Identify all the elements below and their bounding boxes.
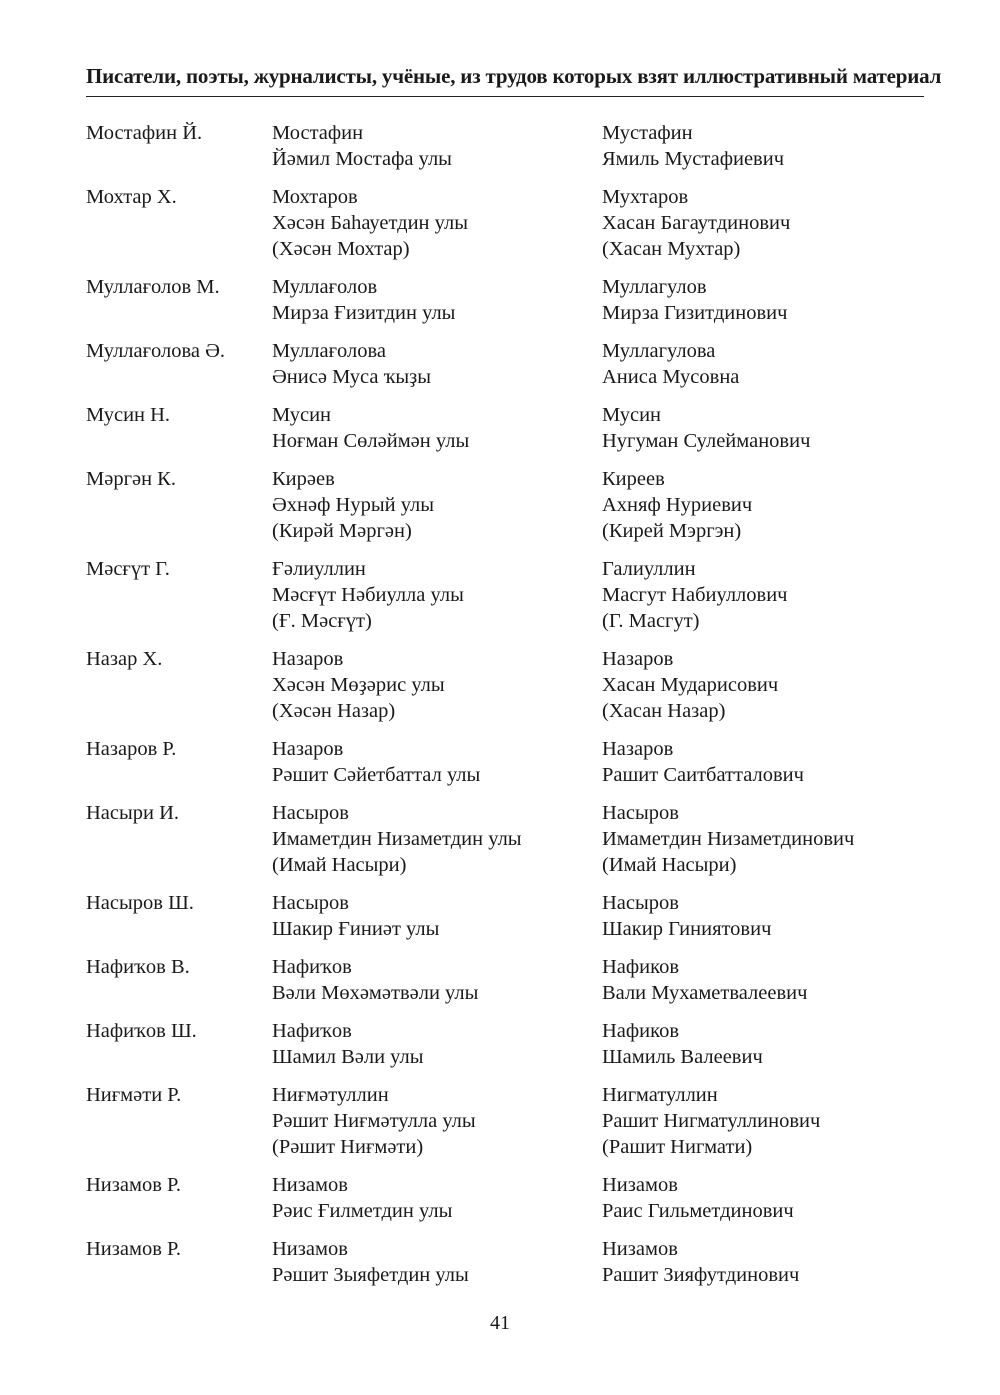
- russian-name-line: Насыров: [602, 892, 679, 914]
- bashkir-name-line: Шамил Вәли улы: [272, 1046, 424, 1068]
- author-entry: [0, 1082, 1000, 1160]
- short-name: Насыри И.: [86, 802, 180, 824]
- bashkir-name-line: (Хәсән Назар): [272, 700, 396, 722]
- russian-full-name: [602, 1172, 932, 1224]
- page-number: 41: [490, 1312, 510, 1334]
- bashkir-full-name: [272, 1236, 592, 1288]
- russian-full-name: [602, 466, 932, 544]
- russian-name-line: Ахняф Нуриевич: [602, 494, 753, 516]
- bashkir-full-name: [272, 736, 592, 788]
- short-name: Мусин Н.: [86, 404, 171, 426]
- russian-name-line: Мусин: [602, 404, 662, 426]
- russian-name-line: Аниса Мусовна: [602, 366, 740, 388]
- bashkir-full-name: [272, 646, 592, 724]
- russian-name-line: Муллагулова: [602, 340, 716, 362]
- short-name: Насыров Ш.: [86, 892, 194, 914]
- bashkir-name-line: (Кирәй Мәргән): [272, 520, 412, 542]
- bashkir-full-name: [272, 120, 592, 172]
- russian-name-line: Рашит Нигматуллинович: [602, 1110, 821, 1132]
- russian-name-line: Рашит Саитбатталович: [602, 764, 804, 786]
- russian-full-name: [602, 1236, 932, 1288]
- bashkir-name-line: Шакир Ғиниәт улы: [272, 918, 440, 940]
- bashkir-full-name: [272, 274, 592, 326]
- bashkir-name-line: (Имай Насыри): [272, 854, 407, 876]
- bashkir-name-line: Йәмил Мостафа улы: [272, 148, 452, 170]
- bashkir-name-line: (Ғ. Мәсғүт): [272, 610, 372, 632]
- short-name: Назар Х.: [86, 648, 163, 670]
- russian-full-name: [602, 184, 932, 262]
- author-entry: [0, 800, 1000, 878]
- short-name: Мостафин Й.: [86, 122, 203, 144]
- bashkir-name-line: Рәшит Ниғмәтулла улы: [272, 1110, 476, 1132]
- bashkir-name-line: Хәсән Мөҙәрис улы: [272, 674, 445, 696]
- short-name: Мохтар Х.: [86, 186, 177, 208]
- bashkir-name-line: Рәшит Зыяфетдин улы: [272, 1264, 469, 1286]
- russian-name-line: Хасан Багаутдинович: [602, 212, 791, 234]
- author-entry: [0, 1236, 1000, 1288]
- bashkir-full-name: [272, 184, 592, 262]
- author-entry: [0, 736, 1000, 788]
- author-entry: [0, 120, 1000, 172]
- bashkir-full-name: [272, 954, 592, 1006]
- russian-name-line: Галиуллин: [602, 558, 696, 580]
- author-list: [0, 120, 1000, 1300]
- bashkir-name-line: (Рәшит Ниғмәти): [272, 1136, 424, 1158]
- bashkir-name-line: Мусин: [272, 404, 332, 426]
- russian-name-line: (Имай Насыри): [602, 854, 737, 876]
- short-name: Мәргән К.: [86, 468, 176, 490]
- russian-name-line: Мирза Гизитдинович: [602, 302, 788, 324]
- bashkir-name-line: Мохтаров: [272, 186, 358, 208]
- russian-full-name: [602, 120, 932, 172]
- bashkir-full-name: [272, 1172, 592, 1224]
- header-divider: [86, 96, 924, 97]
- russian-name-line: Низамов: [602, 1174, 678, 1196]
- bashkir-full-name: [272, 402, 592, 454]
- russian-name-line: Мустафин: [602, 122, 693, 144]
- russian-name-line: Насыров: [602, 802, 679, 824]
- bashkir-name-line: Назаров: [272, 648, 344, 670]
- russian-name-line: (Хасан Назар): [602, 700, 726, 722]
- bashkir-name-line: Мәсғүт Нәбиулла улы: [272, 584, 464, 606]
- author-entry: [0, 274, 1000, 326]
- bashkir-name-line: Мостафин: [272, 122, 364, 144]
- bashkir-name-line: Насыров: [272, 892, 349, 914]
- bashkir-name-line: Нафиҡов: [272, 956, 352, 978]
- bashkir-name-line: Ноғман Сөләймән улы: [272, 430, 470, 452]
- russian-full-name: [602, 556, 932, 634]
- bashkir-name-line: Әхнәф Нурый улы: [272, 494, 435, 516]
- russian-full-name: [602, 736, 932, 788]
- author-entry: [0, 954, 1000, 1006]
- russian-name-line: Назаров: [602, 738, 674, 760]
- russian-full-name: [602, 1018, 932, 1070]
- russian-name-line: Ямиль Мустафиевич: [602, 148, 785, 170]
- russian-full-name: [602, 890, 932, 942]
- bashkir-name-line: Низамов: [272, 1238, 348, 1260]
- author-entry: [0, 646, 1000, 724]
- short-name: Нафиҡов Ш.: [86, 1020, 197, 1042]
- bashkir-name-line: Ниғмәтуллин: [272, 1084, 389, 1106]
- short-name: Назаров Р.: [86, 738, 177, 760]
- author-entry: [0, 1172, 1000, 1224]
- bashkir-name-line: Мирза Ғизитдин улы: [272, 302, 456, 324]
- short-name: Муллағолова Ә.: [86, 340, 226, 362]
- russian-name-line: (Г. Масгут): [602, 610, 700, 632]
- russian-full-name: [602, 338, 932, 390]
- short-name: Нафиҡов В.: [86, 956, 190, 978]
- russian-name-line: Шакир Гиниятович: [602, 918, 772, 940]
- author-entry: [0, 338, 1000, 390]
- short-name: Мәсғүт Г.: [86, 558, 170, 580]
- russian-name-line: Низамов: [602, 1238, 678, 1260]
- bashkir-name-line: Имаметдин Низаметдин улы: [272, 828, 522, 850]
- bashkir-name-line: Рәшит Сәйетбаттал улы: [272, 764, 481, 786]
- bashkir-name-line: Назаров: [272, 738, 344, 760]
- page-title: Писатели, поэты, журналисты, учёные, из трудов которых взят иллюстративный материал: [86, 64, 942, 88]
- russian-name-line: Мухтаров: [602, 186, 689, 208]
- bashkir-full-name: [272, 1082, 592, 1160]
- russian-full-name: [602, 402, 932, 454]
- bashkir-name-line: Муллағолова: [272, 340, 387, 362]
- bashkir-name-line: Рәис Ғилметдин улы: [272, 1200, 453, 1222]
- russian-name-line: (Кирей Мэргэн): [602, 520, 742, 542]
- russian-name-line: Муллагулов: [602, 276, 707, 298]
- russian-name-line: (Хасан Мухтар): [602, 238, 741, 260]
- russian-name-line: Киреев: [602, 468, 665, 490]
- russian-name-line: Вали Мухаметвалеевич: [602, 982, 808, 1004]
- short-name: Ниғмәти Р.: [86, 1084, 182, 1106]
- russian-full-name: [602, 800, 932, 878]
- bashkir-full-name: [272, 800, 592, 878]
- russian-name-line: Раис Гильметдинович: [602, 1200, 794, 1222]
- russian-name-line: Нугуман Сулейманович: [602, 430, 811, 452]
- author-entry: [0, 556, 1000, 634]
- russian-name-line: Масгут Набиуллович: [602, 584, 788, 606]
- russian-name-line: Рашит Зияфутдинович: [602, 1264, 800, 1286]
- bashkir-name-line: Муллағолов: [272, 276, 378, 298]
- bashkir-name-line: Нафиҡов: [272, 1020, 352, 1042]
- author-entry: [0, 466, 1000, 544]
- short-name: Низамов Р.: [86, 1238, 181, 1260]
- russian-name-line: Нафиков: [602, 1020, 680, 1042]
- russian-name-line: Нафиков: [602, 956, 680, 978]
- russian-full-name: [602, 274, 932, 326]
- bashkir-name-line: (Хәсән Мохтар): [272, 238, 410, 260]
- russian-full-name: [602, 1082, 932, 1160]
- short-name: Низамов Р.: [86, 1174, 181, 1196]
- bashkir-name-line: Кирәев: [272, 468, 335, 490]
- short-name: Муллағолов М.: [86, 276, 220, 298]
- bashkir-name-line: Низамов: [272, 1174, 348, 1196]
- russian-name-line: Шамиль Валеевич: [602, 1046, 763, 1068]
- bashkir-full-name: [272, 466, 592, 544]
- author-entry: [0, 402, 1000, 454]
- bashkir-name-line: Әнисә Муса ҡыҙы: [272, 366, 432, 388]
- author-entry: [0, 184, 1000, 262]
- author-entry: [0, 1018, 1000, 1070]
- russian-full-name: [602, 954, 932, 1006]
- russian-name-line: Имаметдин Низаметдинович: [602, 828, 855, 850]
- bashkir-name-line: Хәсән Баһауетдин улы: [272, 212, 468, 234]
- bashkir-name-line: Вәли Мөхәмәтвәли улы: [272, 982, 479, 1004]
- bashkir-name-line: Насыров: [272, 802, 349, 824]
- bashkir-full-name: [272, 556, 592, 634]
- russian-name-line: Хасан Мударисович: [602, 674, 779, 696]
- russian-name-line: Нигматуллин: [602, 1084, 718, 1106]
- bashkir-full-name: [272, 890, 592, 942]
- bashkir-full-name: [272, 1018, 592, 1070]
- bashkir-name-line: Ғәлиуллин: [272, 558, 366, 580]
- russian-name-line: Назаров: [602, 648, 674, 670]
- russian-name-line: (Рашит Нигмати): [602, 1136, 753, 1158]
- bashkir-full-name: [272, 338, 592, 390]
- russian-full-name: [602, 646, 932, 724]
- author-entry: [0, 890, 1000, 942]
